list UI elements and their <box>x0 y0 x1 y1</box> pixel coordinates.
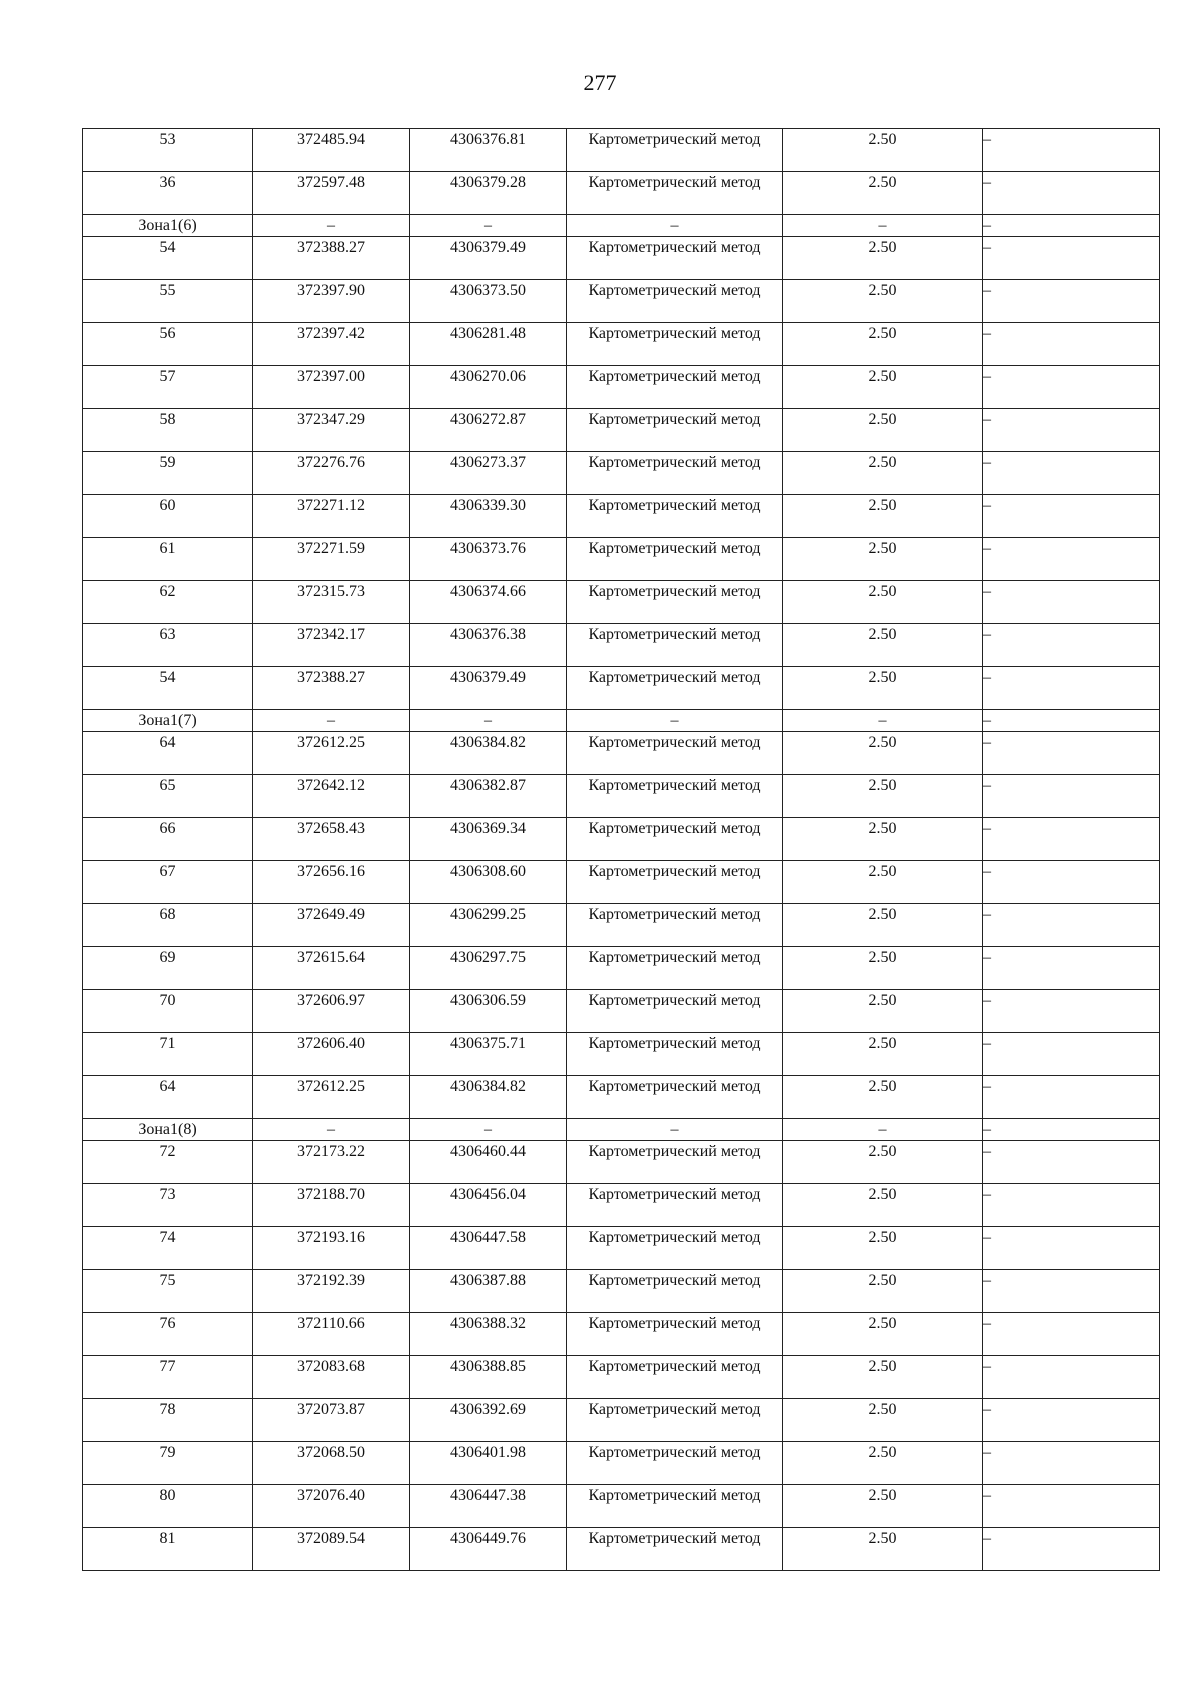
coordinate-x: 372192.39 <box>253 1270 410 1313</box>
note-cell: – <box>983 1076 1160 1119</box>
accuracy-cell: 2.50 <box>783 1033 983 1076</box>
coordinate-y: 4306270.06 <box>410 366 567 409</box>
coordinate-y: 4306382.87 <box>410 775 567 818</box>
accuracy-cell: 2.50 <box>783 1076 983 1119</box>
accuracy-cell: 2.50 <box>783 1184 983 1227</box>
method-cell: Картометрический метод <box>567 452 783 495</box>
table-row <box>83 1076 1160 1119</box>
coordinate-y: 4306447.58 <box>410 1227 567 1270</box>
note-cell: – <box>983 172 1160 215</box>
coordinate-x: 372073.87 <box>253 1399 410 1442</box>
point-number: 77 <box>83 1356 253 1399</box>
coordinate-x: 372089.54 <box>253 1528 410 1571</box>
accuracy-cell: 2.50 <box>783 237 983 280</box>
table-row <box>83 1270 1160 1313</box>
coordinate-y: 4306369.34 <box>410 818 567 861</box>
coordinate-x: 372649.49 <box>253 904 410 947</box>
accuracy-cell: 2.50 <box>783 775 983 818</box>
coordinate-x: 372276.76 <box>253 452 410 495</box>
point-number: 66 <box>83 818 253 861</box>
coordinate-x: 372606.97 <box>253 990 410 1033</box>
table-row <box>83 861 1160 904</box>
page-number: 277 <box>583 70 617 95</box>
table-row <box>83 1399 1160 1442</box>
zone-dash: – <box>253 710 410 732</box>
point-number: 64 <box>83 1076 253 1119</box>
note-cell: – <box>983 1227 1160 1270</box>
note-cell: – <box>983 818 1160 861</box>
accuracy-cell: 2.50 <box>783 1313 983 1356</box>
note-cell: – <box>983 1399 1160 1442</box>
coordinate-y: 4306456.04 <box>410 1184 567 1227</box>
accuracy-cell: 2.50 <box>783 1356 983 1399</box>
method-cell: Картометрический метод <box>567 366 783 409</box>
point-number: 79 <box>83 1442 253 1485</box>
coordinate-y: 4306460.44 <box>410 1141 567 1184</box>
table-row <box>83 323 1160 366</box>
note-cell: – <box>983 280 1160 323</box>
method-cell: Картометрический метод <box>567 1033 783 1076</box>
table-row <box>83 581 1160 624</box>
coordinate-y: 4306339.30 <box>410 495 567 538</box>
accuracy-cell: 2.50 <box>783 1141 983 1184</box>
method-cell: Картометрический метод <box>567 172 783 215</box>
coordinate-x: 372656.16 <box>253 861 410 904</box>
note-cell: – <box>983 1356 1160 1399</box>
point-number: 81 <box>83 1528 253 1571</box>
table-row <box>83 904 1160 947</box>
coordinate-x: 372188.70 <box>253 1184 410 1227</box>
method-cell: Картометрический метод <box>567 323 783 366</box>
coordinate-y: 4306376.38 <box>410 624 567 667</box>
accuracy-cell: 2.50 <box>783 409 983 452</box>
note-cell: – <box>983 990 1160 1033</box>
coordinate-x: 372110.66 <box>253 1313 410 1356</box>
point-number: 36 <box>83 172 253 215</box>
table-row <box>83 1033 1160 1076</box>
accuracy-cell: 2.50 <box>783 818 983 861</box>
zone-dash: – <box>410 215 567 237</box>
accuracy-cell: 2.50 <box>783 538 983 581</box>
note-cell: – <box>983 732 1160 775</box>
method-cell: Картометрический метод <box>567 581 783 624</box>
note-cell: – <box>983 1033 1160 1076</box>
coordinate-y: 4306447.38 <box>410 1485 567 1528</box>
coordinate-x: 372173.22 <box>253 1141 410 1184</box>
table-row <box>83 947 1160 990</box>
method-cell: Картометрический метод <box>567 1399 783 1442</box>
table-row <box>83 1485 1160 1528</box>
point-number: 70 <box>83 990 253 1033</box>
method-cell: Картометрический метод <box>567 1442 783 1485</box>
coordinate-y: 4306449.76 <box>410 1528 567 1571</box>
coordinate-x: 372658.43 <box>253 818 410 861</box>
coordinate-y: 4306384.82 <box>410 1076 567 1119</box>
coordinate-y: 4306388.32 <box>410 1313 567 1356</box>
point-number: 60 <box>83 495 253 538</box>
coordinate-x: 372612.25 <box>253 1076 410 1119</box>
table-row <box>83 495 1160 538</box>
zone-label: Зона1(8) <box>83 1119 253 1141</box>
accuracy-cell: 2.50 <box>783 947 983 990</box>
table-row <box>83 775 1160 818</box>
table-row <box>83 366 1160 409</box>
note-cell: – <box>983 1485 1160 1528</box>
point-number: 71 <box>83 1033 253 1076</box>
method-cell: Картометрический метод <box>567 667 783 710</box>
table-row <box>83 667 1160 710</box>
table-row <box>83 1528 1160 1571</box>
method-cell: Картометрический метод <box>567 538 783 581</box>
method-cell: Картометрический метод <box>567 409 783 452</box>
coordinate-x: 372606.40 <box>253 1033 410 1076</box>
accuracy-cell: 2.50 <box>783 581 983 624</box>
table-row <box>83 818 1160 861</box>
point-number: 80 <box>83 1485 253 1528</box>
point-number: 69 <box>83 947 253 990</box>
zone-dash: – <box>783 710 983 732</box>
method-cell: Картометрический метод <box>567 1528 783 1571</box>
table-row <box>83 538 1160 581</box>
point-number: 58 <box>83 409 253 452</box>
zone-dash: – <box>567 710 783 732</box>
point-number: 55 <box>83 280 253 323</box>
point-number: 54 <box>83 237 253 280</box>
note-cell: – <box>983 538 1160 581</box>
coordinate-x: 372397.00 <box>253 366 410 409</box>
coordinate-x: 372397.42 <box>253 323 410 366</box>
method-cell: Картометрический метод <box>567 129 783 172</box>
note-cell: – <box>983 409 1160 452</box>
zone-dash: – <box>410 1119 567 1141</box>
accuracy-cell: 2.50 <box>783 452 983 495</box>
note-cell: – <box>983 861 1160 904</box>
accuracy-cell: 2.50 <box>783 990 983 1033</box>
zone-dash: – <box>983 215 1160 237</box>
coordinate-y: 4306379.28 <box>410 172 567 215</box>
accuracy-cell: 2.50 <box>783 1399 983 1442</box>
method-cell: Картометрический метод <box>567 1184 783 1227</box>
zone-dash: – <box>783 215 983 237</box>
point-number: 59 <box>83 452 253 495</box>
zone-dash: – <box>983 1119 1160 1141</box>
accuracy-cell: 2.50 <box>783 323 983 366</box>
coordinate-y: 4306373.50 <box>410 280 567 323</box>
method-cell: Картометрический метод <box>567 1356 783 1399</box>
coordinate-x: 372315.73 <box>253 581 410 624</box>
note-cell: – <box>983 947 1160 990</box>
zone-dash: – <box>253 215 410 237</box>
point-number: 57 <box>83 366 253 409</box>
note-cell: – <box>983 624 1160 667</box>
point-number: 73 <box>83 1184 253 1227</box>
coordinate-x: 372642.12 <box>253 775 410 818</box>
method-cell: Картометрический метод <box>567 990 783 1033</box>
point-number: 54 <box>83 667 253 710</box>
point-number: 64 <box>83 732 253 775</box>
note-cell: – <box>983 1141 1160 1184</box>
coordinate-y: 4306375.71 <box>410 1033 567 1076</box>
coordinate-y: 4306376.81 <box>410 129 567 172</box>
coordinate-x: 372397.90 <box>253 280 410 323</box>
method-cell: Картометрический метод <box>567 947 783 990</box>
coordinate-x: 372271.12 <box>253 495 410 538</box>
method-cell: Картометрический метод <box>567 280 783 323</box>
table-row <box>83 172 1160 215</box>
coordinate-x: 372388.27 <box>253 237 410 280</box>
point-number: 61 <box>83 538 253 581</box>
method-cell: Картометрический метод <box>567 237 783 280</box>
coordinate-y: 4306299.25 <box>410 904 567 947</box>
accuracy-cell: 2.50 <box>783 667 983 710</box>
zone-label: Зона1(7) <box>83 710 253 732</box>
table-row <box>83 1356 1160 1399</box>
table-row <box>83 280 1160 323</box>
point-number: 75 <box>83 1270 253 1313</box>
coordinate-y: 4306384.82 <box>410 732 567 775</box>
method-cell: Картометрический метод <box>567 1141 783 1184</box>
coordinates-table <box>82 128 1160 1571</box>
note-cell: – <box>983 129 1160 172</box>
table-row <box>83 237 1160 280</box>
zone-header-row <box>83 215 1160 237</box>
accuracy-cell: 2.50 <box>783 624 983 667</box>
table-row <box>83 624 1160 667</box>
coordinate-x: 372615.64 <box>253 947 410 990</box>
coordinate-x: 372271.59 <box>253 538 410 581</box>
table-row <box>83 1227 1160 1270</box>
zone-dash: – <box>253 1119 410 1141</box>
coordinate-x: 372347.29 <box>253 409 410 452</box>
coordinate-x: 372076.40 <box>253 1485 410 1528</box>
zone-dash: – <box>567 1119 783 1141</box>
method-cell: Картометрический метод <box>567 1485 783 1528</box>
table-row <box>83 129 1160 172</box>
note-cell: – <box>983 323 1160 366</box>
method-cell: Картометрический метод <box>567 1270 783 1313</box>
coordinate-y: 4306387.88 <box>410 1270 567 1313</box>
accuracy-cell: 2.50 <box>783 280 983 323</box>
method-cell: Картометрический метод <box>567 1313 783 1356</box>
coordinate-y: 4306272.87 <box>410 409 567 452</box>
method-cell: Картометрический метод <box>567 732 783 775</box>
accuracy-cell: 2.50 <box>783 1270 983 1313</box>
point-number: 56 <box>83 323 253 366</box>
point-number: 67 <box>83 861 253 904</box>
accuracy-cell: 2.50 <box>783 366 983 409</box>
point-number: 68 <box>83 904 253 947</box>
point-number: 74 <box>83 1227 253 1270</box>
method-cell: Картометрический метод <box>567 1227 783 1270</box>
coordinate-x: 372342.17 <box>253 624 410 667</box>
table-row <box>83 1141 1160 1184</box>
note-cell: – <box>983 1313 1160 1356</box>
coordinate-x: 372485.94 <box>253 129 410 172</box>
point-number: 65 <box>83 775 253 818</box>
method-cell: Картометрический метод <box>567 624 783 667</box>
point-number: 76 <box>83 1313 253 1356</box>
coordinate-y: 4306281.48 <box>410 323 567 366</box>
accuracy-cell: 2.50 <box>783 1528 983 1571</box>
coordinate-x: 372193.16 <box>253 1227 410 1270</box>
note-cell: – <box>983 366 1160 409</box>
accuracy-cell: 2.50 <box>783 904 983 947</box>
accuracy-cell: 2.50 <box>783 129 983 172</box>
accuracy-cell: 2.50 <box>783 172 983 215</box>
coordinate-y: 4306308.60 <box>410 861 567 904</box>
note-cell: – <box>983 452 1160 495</box>
accuracy-cell: 2.50 <box>783 1442 983 1485</box>
note-cell: – <box>983 904 1160 947</box>
table-row <box>83 1313 1160 1356</box>
note-cell: – <box>983 495 1160 538</box>
coordinate-y: 4306392.69 <box>410 1399 567 1442</box>
coordinates-table-body <box>83 129 1160 1571</box>
point-number: 63 <box>83 624 253 667</box>
note-cell: – <box>983 1270 1160 1313</box>
accuracy-cell: 2.50 <box>783 1227 983 1270</box>
accuracy-cell: 2.50 <box>783 732 983 775</box>
table-row <box>83 452 1160 495</box>
coordinate-y: 4306297.75 <box>410 947 567 990</box>
coordinate-y: 4306374.66 <box>410 581 567 624</box>
coordinate-x: 372388.27 <box>253 667 410 710</box>
note-cell: – <box>983 775 1160 818</box>
point-number: 72 <box>83 1141 253 1184</box>
note-cell: – <box>983 1528 1160 1571</box>
coordinate-y: 4306388.85 <box>410 1356 567 1399</box>
note-cell: – <box>983 1184 1160 1227</box>
zone-header-row <box>83 710 1160 732</box>
accuracy-cell: 2.50 <box>783 1485 983 1528</box>
zone-header-row <box>83 1119 1160 1141</box>
method-cell: Картометрический метод <box>567 818 783 861</box>
method-cell: Картометрический метод <box>567 495 783 538</box>
point-number: 53 <box>83 129 253 172</box>
point-number: 62 <box>83 581 253 624</box>
zone-dash: – <box>783 1119 983 1141</box>
method-cell: Картометрический метод <box>567 861 783 904</box>
note-cell: – <box>983 1442 1160 1485</box>
point-number: 78 <box>83 1399 253 1442</box>
note-cell: – <box>983 667 1160 710</box>
table-row <box>83 990 1160 1033</box>
coordinate-y: 4306306.59 <box>410 990 567 1033</box>
note-cell: – <box>983 237 1160 280</box>
zone-label: Зона1(6) <box>83 215 253 237</box>
coordinate-y: 4306373.76 <box>410 538 567 581</box>
zone-dash: – <box>983 710 1160 732</box>
coordinate-x: 372597.48 <box>253 172 410 215</box>
coordinate-y: 4306379.49 <box>410 237 567 280</box>
coordinate-y: 4306379.49 <box>410 667 567 710</box>
zone-dash: – <box>567 215 783 237</box>
method-cell: Картометрический метод <box>567 1076 783 1119</box>
coordinate-y: 4306401.98 <box>410 1442 567 1485</box>
note-cell: – <box>983 581 1160 624</box>
coordinate-x: 372068.50 <box>253 1442 410 1485</box>
table-row <box>83 409 1160 452</box>
method-cell: Картометрический метод <box>567 775 783 818</box>
table-row <box>83 732 1160 775</box>
zone-dash: – <box>410 710 567 732</box>
table-row <box>83 1184 1160 1227</box>
accuracy-cell: 2.50 <box>783 861 983 904</box>
coordinate-x: 372083.68 <box>253 1356 410 1399</box>
coordinate-x: 372612.25 <box>253 732 410 775</box>
table-row <box>83 1442 1160 1485</box>
method-cell: Картометрический метод <box>567 904 783 947</box>
coordinate-y: 4306273.37 <box>410 452 567 495</box>
accuracy-cell: 2.50 <box>783 495 983 538</box>
